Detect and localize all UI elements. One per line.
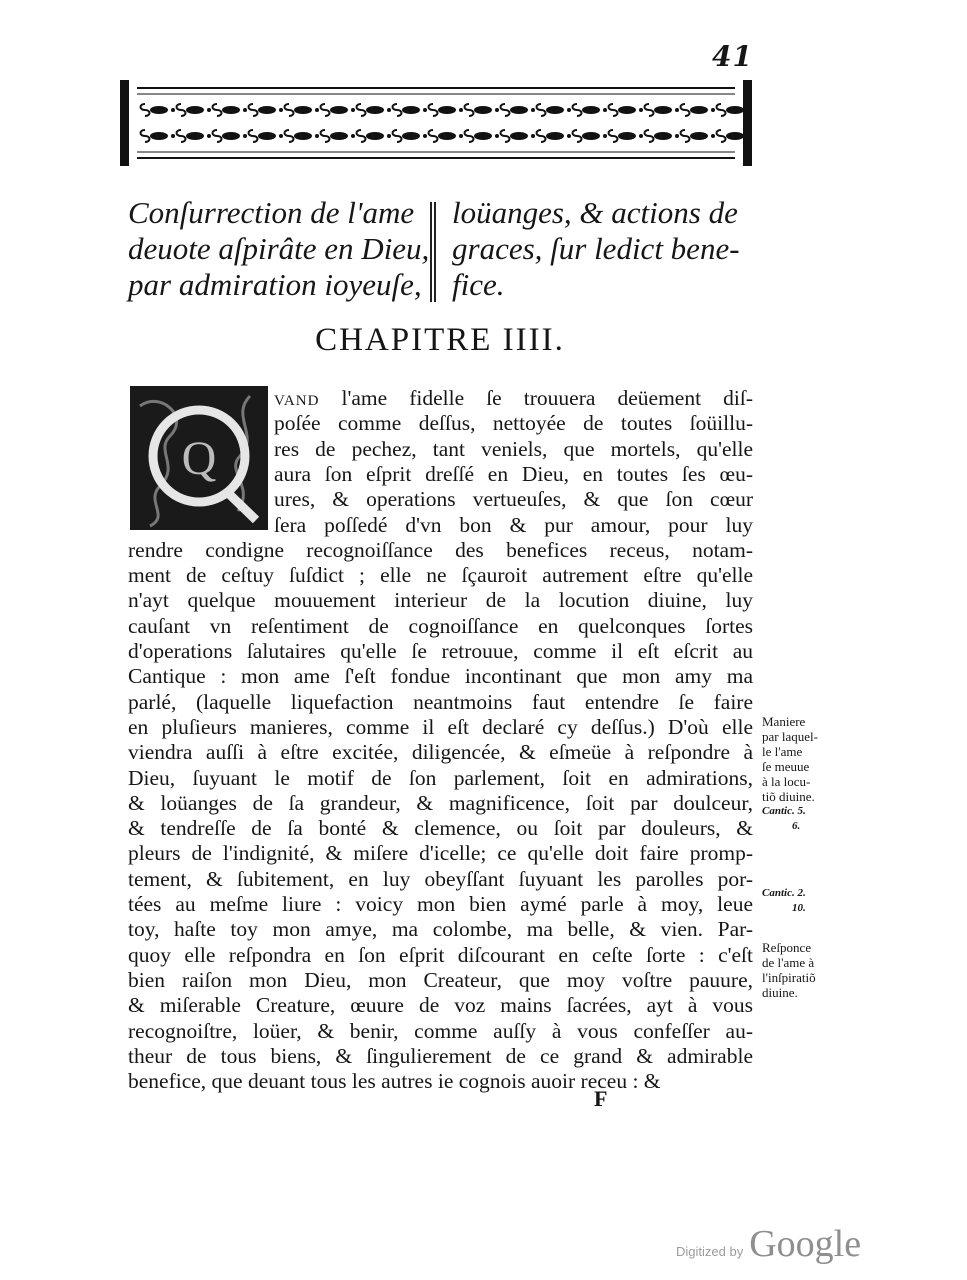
ornament-leaf (294, 132, 312, 140)
body-line: en pluſieurs manieres, comme il eſt declaré cy deſſus.) D'où elle (128, 714, 753, 739)
ornament-dot (567, 134, 571, 138)
ornament-leaf (546, 106, 564, 114)
body-line: tement, & ſubitement, en luy obeyſſant ſuyuant les parolles por- (128, 866, 753, 891)
ornament-scroll (141, 130, 150, 142)
ornament-dot (279, 134, 283, 138)
ornament-scroll (681, 130, 690, 142)
body-line: rendre condigne recognoiſſance des benefices receus, notam- (128, 537, 753, 562)
ornament-leaf (402, 132, 420, 140)
margin-note-response: Reſponce de l'ame à l'inſpiratiõ diuine. (762, 940, 816, 1000)
ornament-scroll (465, 130, 474, 142)
ornament-leaf (546, 132, 564, 140)
ornament-scroll (285, 104, 294, 116)
body-line: & miſerable Creature, œuure de voz mains ſacrées, ayt à vous (128, 993, 753, 1018)
ornament-leaf (726, 106, 743, 114)
ornament-scroll (321, 104, 330, 116)
ornament-dot (639, 134, 643, 138)
digitized-label: Digitized by (676, 1244, 744, 1259)
ornament-leaf (186, 132, 204, 140)
ornament-scroll (177, 104, 186, 116)
body-line: ſera poſſedé d'vn bon & pur amour, pour luy (274, 512, 753, 537)
ornament-dot (459, 134, 463, 138)
body-line: theur de tous biens, & ſingulierement de ce grand & admirable (128, 1043, 753, 1068)
margin-citation: 6. (792, 820, 801, 832)
page-number: 41 (712, 40, 753, 73)
title-right-line: graces, ſur ledict bene- (452, 231, 740, 266)
ornament-dot (315, 108, 319, 112)
ornament-leaf (222, 132, 240, 140)
ornament-leaf (258, 106, 276, 114)
ornament-scroll (645, 104, 654, 116)
ornament-leaf (330, 132, 348, 140)
body-line: n'ayt quelque mouuement interieur de la locution diuine, luy (128, 588, 753, 613)
body-line: Cantique : mon ame ſ'eſt fondue incontinant que mon amy ma (128, 664, 753, 689)
body-line: & tendreſſe de ſa bonté & clemence, ou ſoit par douleurs, & (128, 816, 753, 841)
title-divider (430, 202, 436, 302)
body-line: bien raiſon mon Dieu, mon Createur, que moy voſtre pauure, (128, 967, 753, 992)
ornament-leaf (222, 106, 240, 114)
ornament-leaf (582, 132, 600, 140)
ornament-leaf (510, 132, 528, 140)
title-right-line: fice. (452, 267, 505, 302)
ornament-dot (531, 134, 535, 138)
ornament-leaf (330, 106, 348, 114)
ornament-dot (351, 108, 355, 112)
ornament-scroll (717, 130, 726, 142)
ornament-leaf (150, 132, 168, 140)
ornament-leaf (438, 132, 456, 140)
ornament-leaf (186, 106, 204, 114)
ornament-leaf (690, 106, 708, 114)
digitized-watermark (676, 1222, 861, 1266)
ornament-scroll (645, 130, 654, 142)
title-left-column (128, 195, 430, 303)
body-line: aura ſon eſprit dreſſé en Dieu, en toutes ſes œu- (274, 461, 753, 486)
ornament-scroll (357, 104, 366, 116)
body-line: parlé, (laquelle liquefaction neantmoins faut entendre ſe faire (128, 689, 753, 714)
ornament-dot (423, 134, 427, 138)
ornament-dot (531, 108, 535, 112)
margin-citation: Cantic. 5. (762, 805, 806, 817)
ornament-dot (423, 108, 427, 112)
ornament-scroll (609, 104, 618, 116)
ornament-scroll (249, 104, 258, 116)
ornament-dot (279, 108, 283, 112)
ornament-dot (315, 134, 319, 138)
ornament-leaf (618, 106, 636, 114)
ornament-dot (495, 108, 499, 112)
ornament-leaf (510, 106, 528, 114)
ornament-dot (711, 134, 715, 138)
ornament-leaf (582, 106, 600, 114)
body-line: & loüanges de ſa grandeur, & magnificence, ſoit par doulceur, (128, 790, 753, 815)
margin-citation: 10. (792, 902, 806, 914)
ornament-leaf (366, 106, 384, 114)
ornament-dot (567, 108, 571, 112)
ornament-leaf (474, 106, 492, 114)
ornament-scroll (537, 130, 546, 142)
ornamental-header-band (120, 80, 752, 166)
decorated-initial-letter: Q (181, 432, 217, 485)
ornament-dot (243, 134, 247, 138)
signature-mark: F (594, 1086, 608, 1111)
ornament-leaf (366, 132, 384, 140)
ornament-scroll (717, 104, 726, 116)
body-line: recognoiſtre, loüer, & benir, comme auſſy à vous confeſſer au- (128, 1018, 753, 1043)
ornament-scroll (213, 104, 222, 116)
ornament-dot (243, 108, 247, 112)
ornament-scroll (141, 104, 150, 116)
ornament-leaf (438, 106, 456, 114)
ornament-scroll (429, 130, 438, 142)
ornament-leaf (726, 132, 743, 140)
ornament-scroll (609, 130, 618, 142)
ornament-dot (207, 134, 211, 138)
margin-citation: Cantic. 2. (762, 887, 806, 899)
ornament-leaf (150, 106, 168, 114)
body-line: ures, & operations vertueuſes, & que ſon cœur (274, 487, 753, 512)
ornament-dot (387, 108, 391, 112)
ornament-dot (351, 134, 355, 138)
body-line: cauſant vn reſentiment de cognoiſſance en quelconques ſortes (128, 613, 753, 638)
opening-word: vand (274, 386, 320, 410)
ornament-leaf (654, 132, 672, 140)
ornament-dot (639, 108, 643, 112)
ornament-dot (603, 108, 607, 112)
decorated-initial (130, 386, 268, 530)
title-right-column (452, 195, 762, 303)
ornament-scroll (501, 104, 510, 116)
ornament-scroll (429, 104, 438, 116)
ornament-scroll (537, 104, 546, 116)
ornament-scroll (573, 130, 582, 142)
body-line: vand l'ame fidelle ſe trouuera deüement diſ- (274, 386, 753, 410)
body-line: tées au meſme liure : voicy mon bien aymé parle à moy, leue (128, 892, 753, 916)
ornament-dot (675, 134, 679, 138)
chapter-heading: CHAPITRE IIII. (315, 322, 565, 358)
body-line: benefice, que deuant tous les autres ie cognois auoir receu : & (128, 1069, 661, 1094)
ornament-dot (171, 134, 175, 138)
ornament-leaf (402, 106, 420, 114)
body-line: Dieu, ſuyuant le motif de ſon parlement, ſoit en admirations, (128, 765, 753, 790)
ornament-dot (675, 108, 679, 112)
ornament-leaf (618, 132, 636, 140)
ornament-scroll (249, 130, 258, 142)
body-line: pleurs de l'indignité, & miſere d'icelle; ce qu'elle doit faire promp- (128, 841, 753, 866)
ornament-leaf (474, 132, 492, 140)
ornament-leaf (258, 132, 276, 140)
ornament-dot (207, 108, 211, 112)
ornament-scroll (285, 130, 294, 142)
body-line: quoy elle reſpondra en ſon eſprit diſcourant en ceſte ſorte : c'eſt (128, 942, 753, 967)
brand-logo: Google (749, 1223, 862, 1265)
title-right-line: loüanges, & actions de (452, 195, 738, 230)
margin-note-manner: Maniere par laquel- le l'ame ſe meuue à la locu- tiõ diuine. Cantic. 5. 6. (762, 714, 818, 832)
body-line: poſée comme deſſus, nettoyée de toutes ſoüillu- (274, 411, 753, 436)
title-left-line: Conſurrection de l'ame (128, 195, 415, 230)
ornament-scroll (393, 130, 402, 142)
ornament-scroll (573, 104, 582, 116)
ornament-scroll (681, 104, 690, 116)
ornament-scroll (501, 130, 510, 142)
title-left-line: deuote aſpirâte en Dieu, (128, 231, 430, 266)
ornament-leaf (294, 106, 312, 114)
ornament-scroll (321, 130, 330, 142)
ornament-scroll (465, 104, 474, 116)
ornament-dot (459, 108, 463, 112)
ornament-dot (495, 134, 499, 138)
body-line: toy, haſte toy mon amye, ma colombe, ma belle, & vien. Par- (128, 917, 753, 942)
ornament-scroll (393, 104, 402, 116)
margin-citation-block (762, 886, 806, 916)
ornament-scroll (213, 130, 222, 142)
ornament-leaf (690, 132, 708, 140)
body-line: ment de ceſtuy ſuſdict ; elle ne ſçauroit autrement eſtre qu'elle (128, 563, 753, 588)
ornament-scroll (357, 130, 366, 142)
ornament-dot (603, 134, 607, 138)
body-line: res de pechez, tant veniels, que mortels, qu'elle (274, 436, 753, 461)
ornament-dot (711, 108, 715, 112)
ornament-dot (387, 134, 391, 138)
title-left-line: par admiration ioyeuſe, (128, 267, 422, 302)
ornament-scroll (177, 130, 186, 142)
ornament-leaf (654, 106, 672, 114)
body-line: viendra auſſi à eſtre excitée, diligencée, & eſmeüe à reſpondre à (128, 740, 753, 765)
body-line: d'operations ſalutaires qu'elle ſe retrouue, comme il eſt eſcrit au (128, 639, 753, 663)
ornament-dot (171, 108, 175, 112)
